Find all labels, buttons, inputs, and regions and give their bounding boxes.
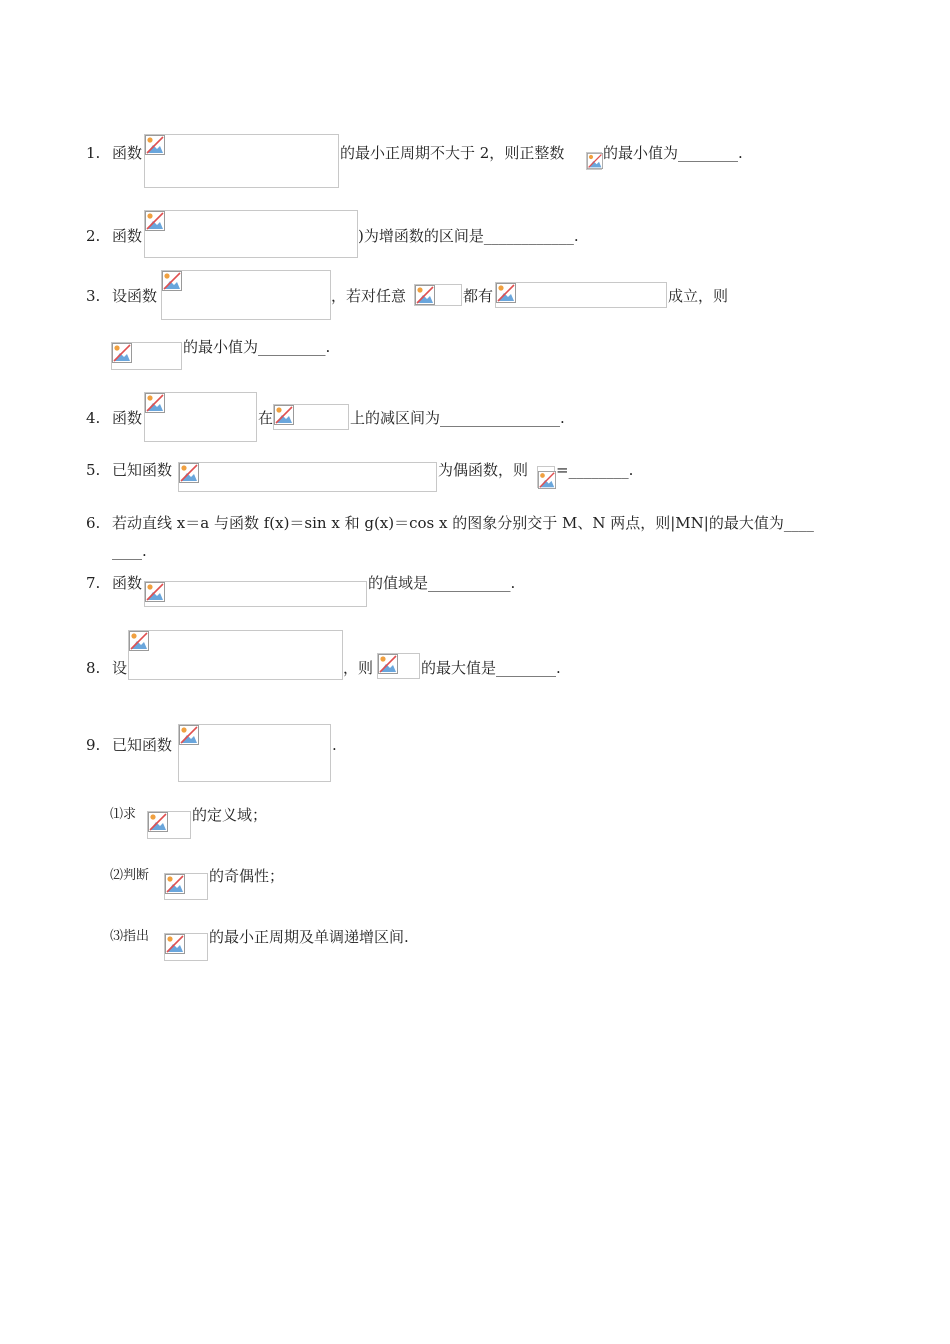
question-text: 若动直线 x＝a 与函数 f(x)＝sin x 和 g(x)＝cos x 的图象分别交于 M、N 两点，则|MN|的最大值为____ [112,514,814,532]
question-text: 函数 [112,144,143,162]
formula-image [164,933,208,961]
question-text: 的最小值为________. [603,144,743,162]
broken-image-icon [378,654,398,674]
question-number: 6. [86,514,101,532]
broken-image-icon [145,211,165,231]
question-text: ，若对任意 [331,287,407,305]
formula-image [414,284,462,306]
question-text: 函数 [112,227,143,245]
formula-image [147,811,191,839]
formula-image [144,581,367,607]
formula-image [495,282,667,308]
broken-image-icon [165,874,185,894]
question-text: 已知函数 [112,461,173,479]
question-number: 2. [86,227,101,245]
formula-image [377,653,420,679]
sub-question-3: ⑶指出 [110,929,150,944]
broken-image-icon [274,405,294,425]
broken-image-icon [129,631,149,651]
question-text: 上的减区间为________________. [350,409,565,427]
question-text: 在 [258,409,274,427]
question-text: )为增函数的区间是____________. [358,227,579,245]
broken-image-icon [162,271,182,291]
question-number: 5. [86,461,101,479]
question-text: 设函数 [112,287,158,305]
question-text: 已知函数 [112,736,173,754]
formula-image [144,392,257,442]
sub-question-1: ⑴求 [110,807,137,822]
broken-image-icon [145,582,165,602]
question-number: 8. [86,659,101,677]
broken-image-icon [112,343,132,363]
broken-image-icon [496,283,516,303]
question-text: 函数 [112,574,143,592]
question-text: 的最小正周期不大于 2，则正整数 [340,144,565,162]
broken-image-icon [538,471,556,489]
broken-image-icon [145,393,165,413]
question-text: ，则 [343,659,374,677]
question-text: 的奇偶性； [209,867,285,885]
question-text: ____. [112,542,147,560]
broken-image-icon [415,285,435,305]
question-number: 4. [86,409,101,427]
question-text: =________. [556,461,634,479]
broken-image-icon [165,934,185,954]
formula-image [178,462,437,492]
question-number: 9. [86,736,101,754]
formula-image [273,404,349,430]
formula-image [161,270,331,320]
question-text: 函数 [112,409,143,427]
sub-question-2: ⑵判断 [110,868,150,883]
formula-image [128,630,343,680]
question-text: 为偶函数，则 [438,461,529,479]
formula-image [164,873,208,900]
question-number: 3. [86,287,101,305]
broken-image-icon [179,463,199,483]
question-text: 的最小值为_________. [183,338,331,356]
formula-image [144,134,339,188]
formula-image [144,210,358,258]
question-text: 的值域是___________. [368,574,516,592]
question-text: 设 [112,659,128,677]
question-text: 的最小正周期及单调递增区间. [209,928,409,946]
formula-image [537,466,555,488]
broken-image-icon [145,135,165,155]
question-text: 成立，则 [668,287,729,305]
question-text: 的最大值是________. [421,659,561,677]
question-number: 7. [86,574,101,592]
question-text: 的定义域； [192,806,268,824]
broken-image-icon [148,812,168,832]
question-number: 1. [86,144,101,162]
broken-image-icon [587,153,603,169]
formula-image [586,152,602,170]
formula-image [111,342,182,370]
question-text: 都有 [463,287,494,305]
question-text: . [332,736,337,754]
formula-image [178,724,331,782]
broken-image-icon [179,725,199,745]
